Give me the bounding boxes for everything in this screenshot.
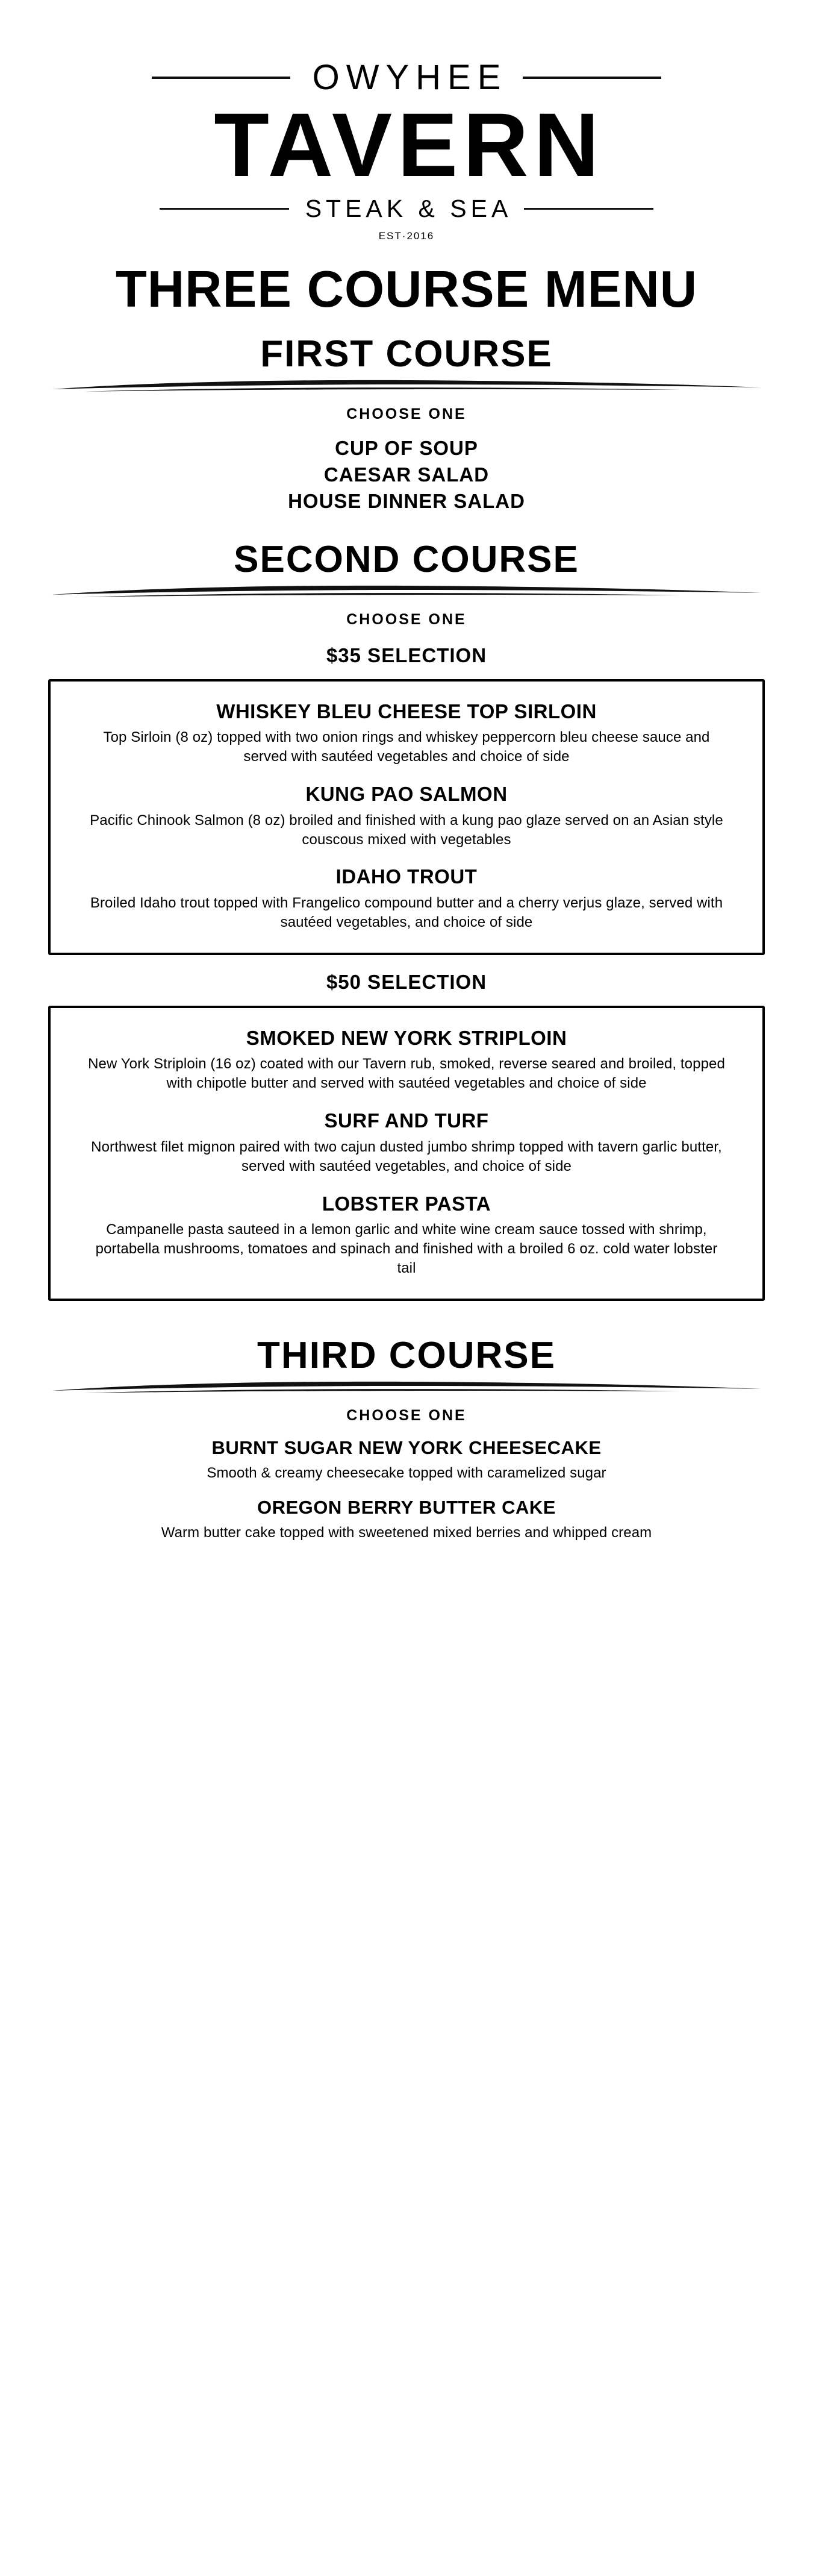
third-course-choose-label: CHOOSE ONE [346,1406,467,1424]
dish-description: New York Striploin (16 oz) coated with our Tavern rub, smoked, reverse seared and broiled, topped with chipotle butter and served with sautéed vegetables and choice of side [88,1056,725,1092]
swoosh-divider-icon [48,1380,765,1396]
selection-35-box [48,679,765,955]
dish-item [86,1026,727,1093]
dish-description: Northwest filet mignon paired with two cajun dusted jumbo shrimp topped with tavern garlic butter, served with sautéed vegetables, and choice of side [91,1138,722,1174]
logo-established-text: EST·2016 [378,230,435,242]
dish-item [86,1109,727,1176]
dish-item [48,1496,765,1543]
dish-name: LOBSTER PASTA [322,1192,491,1215]
dish-item [86,700,727,766]
dish-description: Campanelle pasta sauteed in a lemon garlic and white wine cream sauce tossed with shrimp, portabella mushrooms, tomatoes and spinach and finished with a broiled 6 oz. cold water lobster tail [95,1221,718,1277]
page-title: THREE COURSE MENU [115,261,698,318]
dish-description: Pacific Chinook Salmon (8 oz) broiled and finished with a kung pao glaze served on an Asian style couscous mixed with vegetables [90,812,723,848]
third-course-heading: THIRD COURSE [257,1334,556,1376]
logo-rule2-right-icon [524,208,653,210]
second-course-heading: SECOND COURSE [234,538,579,580]
dish-name: OREGON BERRY BUTTER CAKE [257,1497,556,1518]
dish-item [86,782,727,849]
section-first-course [48,333,765,515]
selection-50-box [48,1006,765,1301]
list-item: HOUSE DINNER SALAD [288,489,525,512]
swoosh-divider-icon [48,379,765,395]
dish-name: SURF AND TURF [324,1109,489,1132]
logo-rule-right-icon [523,77,661,79]
first-course-heading: FIRST COURSE [260,333,553,375]
menu-content [48,0,765,1543]
selection-50-label: $50 SELECTION [326,970,487,993]
logo-steak-sea-text: STEAK & SEA [305,195,512,222]
logo-rule-left-icon [152,77,290,79]
dish-name: WHISKEY BLEU CHEESE TOP SIRLOIN [216,700,597,722]
dish-item [48,1437,765,1483]
dish-name: SMOKED NEW YORK STRIPLOIN [246,1026,567,1049]
swoosh-divider-icon [48,584,765,600]
dish-item [86,1192,727,1278]
restaurant-logo [48,60,765,242]
logo-top-row [48,60,765,95]
section-second-course [48,538,765,1301]
logo-tavern-text: TAVERN [214,94,605,195]
section-third-course [48,1334,765,1543]
selection-35-label: $35 SELECTION [326,644,487,666]
list-item: CAESAR SALAD [323,463,490,486]
dish-name: KUNG PAO SALMON [305,783,508,806]
logo-rule2-left-icon [160,208,289,210]
dish-description: Top Sirloin (8 oz) topped with two onion rings and whiskey peppercorn bleu cheese sauce and served with sautéed vegetables and choice of side [103,729,710,765]
dish-name: BURNT SUGAR NEW YORK CHEESECAKE [211,1437,602,1458]
second-course-choose-label: CHOOSE ONE [346,610,467,628]
dish-description: Warm butter cake topped with sweetened mixed berries and whipped cream [161,1525,652,1541]
logo-owyhee-text: OWYHEE [312,58,508,97]
dish-name: IDAHO TROUT [335,865,478,888]
dish-item [86,865,727,932]
logo-bottom-row [48,195,765,223]
first-course-items [48,435,765,515]
first-course-choose-label: CHOOSE ONE [346,406,467,422]
list-item: CUP OF SOUP [335,437,478,459]
dish-description: Smooth & creamy cheesecake topped with caramelized sugar [207,1465,606,1482]
dish-description: Broiled Idaho trout topped with Frangelico compound butter and a cherry verjus glaze, served with sautéed vegetables, and choice of side [90,895,723,930]
